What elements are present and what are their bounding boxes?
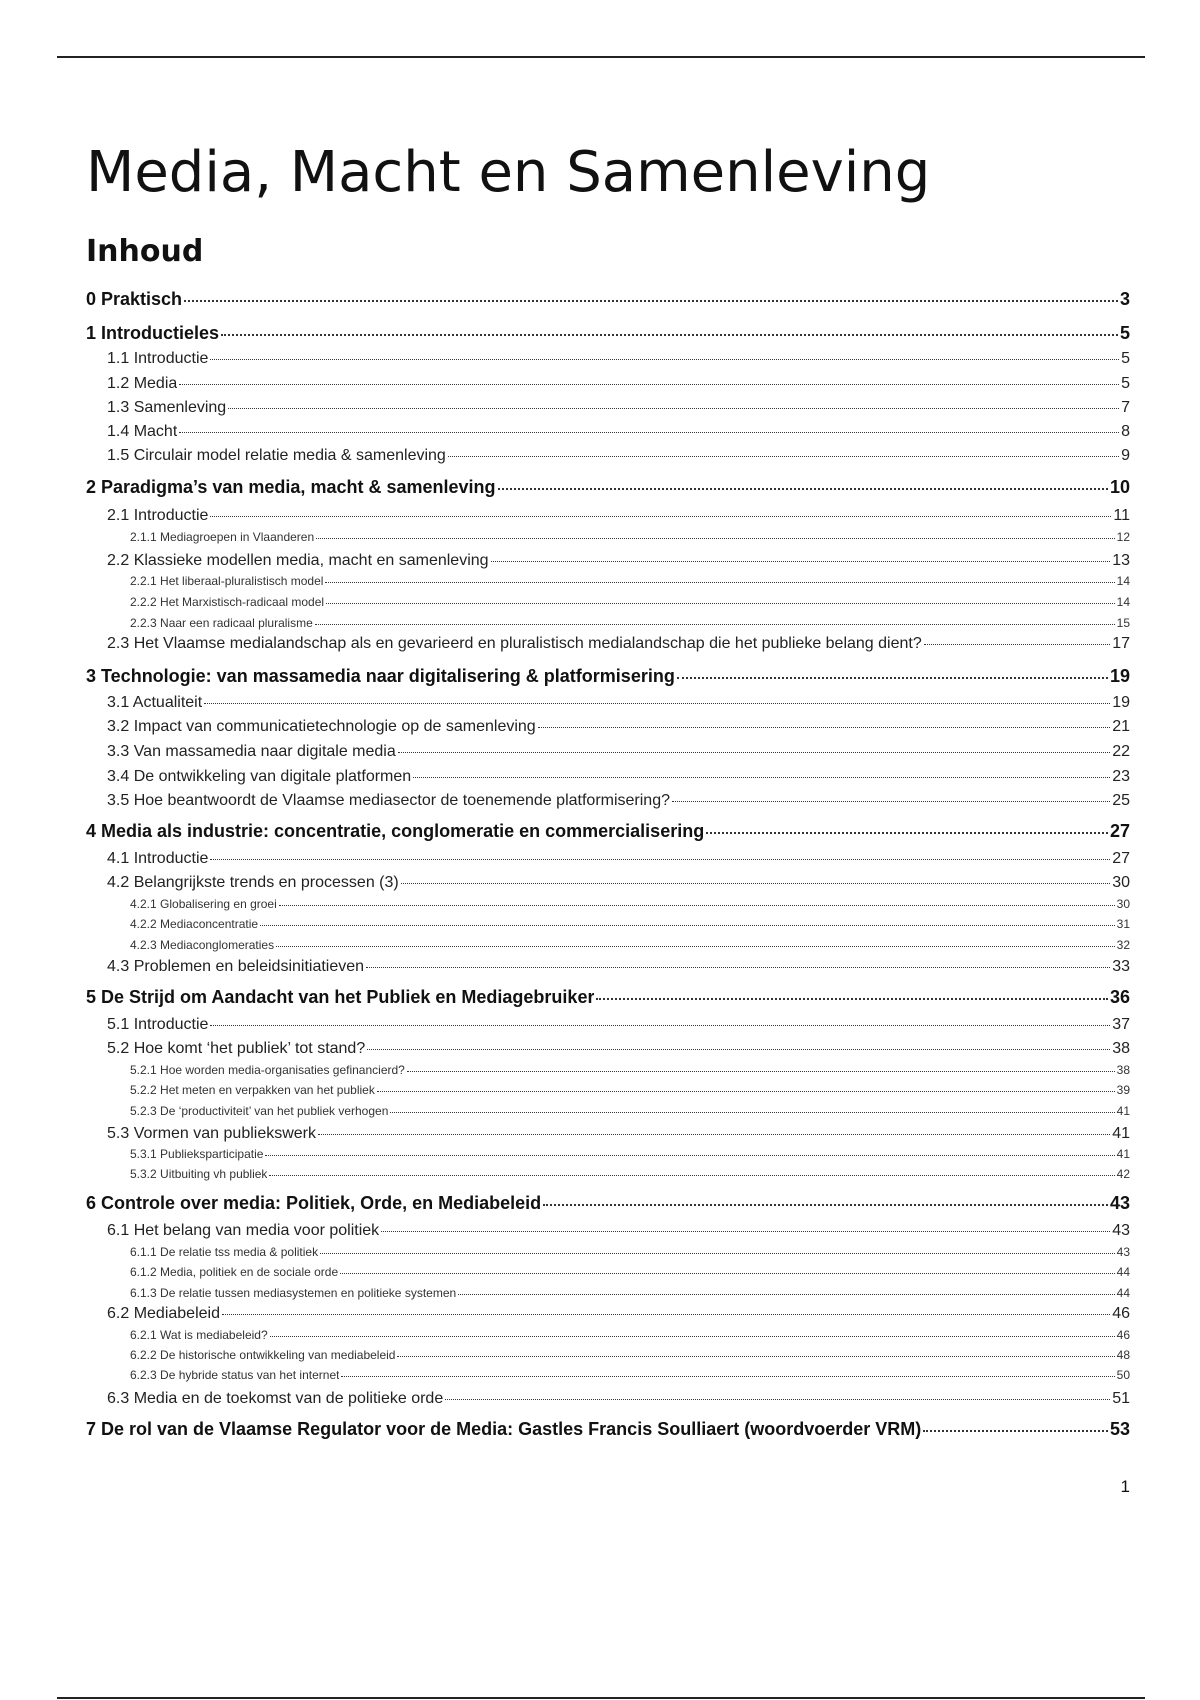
toc-entry-label: 6.1.2 Media, politiek en de sociale orde xyxy=(130,1265,339,1279)
toc-entry-label: 4.2.3 Mediaconglomeraties xyxy=(130,938,275,952)
toc-entry-page: 38 xyxy=(1116,1063,1130,1077)
toc-entry-page: 37 xyxy=(1112,1016,1130,1033)
dot-leader xyxy=(179,432,1119,433)
toc-entry-page: 5 xyxy=(1121,375,1130,392)
dot-leader xyxy=(924,644,1110,645)
toc-entry-page: 14 xyxy=(1116,574,1130,588)
dot-leader xyxy=(390,1112,1114,1113)
toc-entry-label: 5.3 Vormen van publiekswerk xyxy=(107,1125,316,1142)
dot-leader xyxy=(458,1294,1114,1295)
toc-entry[interactable] xyxy=(130,529,1130,546)
dot-leader xyxy=(445,1399,1110,1400)
toc-entry-label: 1.5 Circulair model relatie media & samenleving xyxy=(107,447,446,464)
toc-entry[interactable] xyxy=(86,1190,1130,1216)
toc-entry[interactable] xyxy=(130,1285,1130,1302)
toc-entry[interactable] xyxy=(130,1166,1130,1183)
toc-entry-page: 9 xyxy=(1121,447,1130,464)
dot-leader xyxy=(448,456,1119,457)
toc-entry-page: 21 xyxy=(1112,718,1130,735)
toc-entry[interactable] xyxy=(107,373,1130,395)
dot-leader xyxy=(316,538,1115,539)
dot-leader xyxy=(340,1273,1115,1274)
toc-entry[interactable] xyxy=(86,474,1130,500)
dot-leader xyxy=(397,1356,1114,1357)
dot-leader xyxy=(315,624,1115,625)
toc-entry-label: 7 De rol van de Vlaamse Regulator voor de Media: Gastles Francis Soulliaert (woordvoerder VRM) xyxy=(86,1419,922,1439)
toc-entry[interactable] xyxy=(130,1367,1130,1384)
toc-entry-label: 3.3 Van massamedia naar digitale media xyxy=(107,743,396,760)
toc-entry-page: 5 xyxy=(1119,323,1130,343)
toc-entry[interactable] xyxy=(107,1014,1130,1036)
toc-entry[interactable] xyxy=(107,766,1130,788)
toc-entry-page: 38 xyxy=(1112,1040,1130,1057)
dot-leader xyxy=(377,1091,1115,1092)
dot-leader xyxy=(265,1155,1114,1156)
toc-entry-label: 2.1.1 Mediagroepen in Vlaanderen xyxy=(130,530,315,544)
toc-entry[interactable] xyxy=(86,286,1130,312)
toc-entry-label: 6.1.1 De relatie tss media & politiek xyxy=(130,1245,319,1259)
toc-entry-page: 48 xyxy=(1116,1348,1130,1362)
toc-entry-page: 5 xyxy=(1121,350,1130,367)
toc-entry-label: 5 De Strijd om Aandacht van het Publiek en Mediagebruiker xyxy=(86,987,595,1007)
dot-leader xyxy=(204,703,1110,704)
toc-entry-label: 2.2.1 Het liberaal-pluralistisch model xyxy=(130,574,324,588)
toc-entry-label: 2.2 Klassieke modellen media, macht en samenleving xyxy=(107,552,489,569)
toc-entry[interactable] xyxy=(107,550,1130,572)
toc-entry[interactable] xyxy=(107,445,1130,467)
dot-leader xyxy=(341,1376,1114,1377)
dot-leader xyxy=(491,561,1111,562)
toc-entry-page: 27 xyxy=(1109,821,1130,841)
toc-entry[interactable] xyxy=(107,872,1130,894)
toc-entry[interactable] xyxy=(130,1327,1130,1344)
toc-entry[interactable] xyxy=(130,1082,1130,1099)
toc-entry-page: 43 xyxy=(1112,1222,1130,1239)
toc-entry-label: 2.2.3 Naar een radicaal pluralisme xyxy=(130,616,313,630)
toc-entry-label: 3.4 De ontwikkeling van digitale platformen xyxy=(107,768,412,785)
toc-entry-label: 6.2.2 De historische ontwikkeling van mediabeleid xyxy=(130,1348,396,1362)
toc-entry[interactable] xyxy=(107,716,1130,738)
toc-entry[interactable] xyxy=(86,818,1130,844)
toc-entry-label: 5.3.2 Uitbuiting vh publiek xyxy=(130,1167,268,1181)
toc-entry-label: 3.1 Actualiteit xyxy=(107,694,203,711)
dot-leader xyxy=(279,905,1115,906)
toc-entry[interactable] xyxy=(130,1347,1130,1364)
dot-leader xyxy=(318,1134,1110,1135)
toc-entry-page: 41 xyxy=(1116,1104,1130,1118)
toc-entry-page: 41 xyxy=(1112,1125,1130,1142)
dot-leader xyxy=(366,967,1110,968)
dot-leader xyxy=(672,801,1110,802)
toc-entry-page: 27 xyxy=(1112,850,1130,867)
dot-leader xyxy=(228,408,1119,409)
toc-entry-page: 36 xyxy=(1109,987,1130,1007)
toc-entry[interactable] xyxy=(86,984,1130,1010)
toc-entry-page: 43 xyxy=(1116,1245,1130,1259)
toc-entry-page: 11 xyxy=(1113,507,1130,524)
toc-entry[interactable] xyxy=(86,320,1130,346)
toc-entry-page: 30 xyxy=(1112,874,1130,891)
toc-entry-page: 46 xyxy=(1116,1328,1130,1342)
toc-entry[interactable] xyxy=(86,1416,1130,1442)
toc-entry-page: 25 xyxy=(1112,792,1130,809)
toc-entry[interactable] xyxy=(130,1244,1130,1261)
dot-leader xyxy=(326,603,1115,604)
dot-leader xyxy=(270,1336,1115,1337)
toc-entry-label: 5.2 Hoe komt ‘het publiek’ tot stand? xyxy=(107,1040,366,1057)
toc-entry-page: 44 xyxy=(1116,1265,1130,1279)
toc-entry-label: 6.1 Het belang van media voor politiek xyxy=(107,1222,380,1239)
dot-leader xyxy=(498,488,1108,490)
toc-entry-page: 23 xyxy=(1112,768,1130,785)
toc-entry-label: 4.3 Problemen en beleidsinitiatieven xyxy=(107,958,365,975)
toc-entry[interactable] xyxy=(130,573,1130,590)
dot-leader xyxy=(276,946,1115,947)
toc-entry[interactable] xyxy=(130,615,1130,632)
toc-entry-label: 4.2 Belangrijkste trends en processen (3) xyxy=(107,874,399,891)
dot-leader xyxy=(210,516,1111,517)
toc-entry-label: 1.1 Introductie xyxy=(107,350,209,367)
dot-leader xyxy=(413,777,1110,778)
toc-entry-page: 13 xyxy=(1112,552,1130,569)
toc-entry-label: 6 Controle over media: Politiek, Orde, en Mediabeleid xyxy=(86,1193,542,1213)
toc-entry[interactable] xyxy=(130,916,1130,933)
toc-entry-page: 19 xyxy=(1109,666,1130,686)
toc-entry-label: 1 Introductieles xyxy=(86,323,220,343)
toc-entry-page: 17 xyxy=(1112,635,1130,652)
dot-leader xyxy=(677,677,1108,679)
dot-leader xyxy=(596,998,1108,1000)
dot-leader xyxy=(210,1025,1110,1026)
toc-entry-page: 12 xyxy=(1116,530,1130,544)
dot-leader xyxy=(222,1314,1110,1315)
toc-entry-page: 53 xyxy=(1109,1419,1130,1439)
header-rule xyxy=(57,56,1145,58)
toc-entry[interactable] xyxy=(130,1062,1130,1079)
toc-entry[interactable] xyxy=(130,937,1130,954)
toc-entry-page: 33 xyxy=(1112,958,1130,975)
toc-entry[interactable] xyxy=(107,348,1130,370)
footer-rule xyxy=(57,1697,1145,1699)
toc-entry-label: 3.2 Impact van communicatietechnologie op de samenleving xyxy=(107,718,536,735)
toc-entry-page: 31 xyxy=(1116,917,1130,931)
toc-entry-label: 1.2 Media xyxy=(107,375,178,392)
toc-entry[interactable] xyxy=(86,663,1130,689)
dot-leader xyxy=(407,1071,1115,1072)
toc-entry-label: 1.4 Macht xyxy=(107,423,178,440)
toc-entry-label: 2.1 Introductie xyxy=(107,507,209,524)
toc-entry[interactable] xyxy=(130,1264,1130,1281)
dot-leader xyxy=(325,582,1114,583)
toc-entry-label: 2.3 Het Vlaamse medialandschap als en gevarieerd en pluralistisch medialandschap die het publieke belang dient? xyxy=(107,635,922,652)
dot-leader xyxy=(923,1430,1108,1432)
dot-leader xyxy=(184,300,1118,302)
toc-entry-page: 41 xyxy=(1116,1147,1130,1161)
toc-entry-label: 0 Praktisch xyxy=(86,289,183,309)
toc-entry[interactable] xyxy=(107,1303,1130,1325)
dot-leader xyxy=(381,1231,1110,1232)
dot-leader xyxy=(398,752,1110,753)
toc-entry-page: 39 xyxy=(1116,1083,1130,1097)
toc-entry-page: 30 xyxy=(1116,897,1130,911)
dot-leader xyxy=(179,384,1119,385)
toc-entry[interactable] xyxy=(107,1038,1130,1060)
toc-entry-label: 1.3 Samenleving xyxy=(107,399,227,416)
toc-entry[interactable] xyxy=(130,594,1130,611)
toc-entry[interactable] xyxy=(130,1146,1130,1163)
toc-entry-page: 8 xyxy=(1121,423,1130,440)
dot-leader xyxy=(269,1175,1114,1176)
toc-entry[interactable] xyxy=(107,421,1130,443)
toc-entry-page: 14 xyxy=(1116,595,1130,609)
dot-leader xyxy=(538,727,1111,728)
toc-entry[interactable] xyxy=(130,896,1130,913)
dot-leader xyxy=(543,1204,1108,1206)
dot-leader xyxy=(210,359,1119,360)
dot-leader xyxy=(706,832,1108,834)
dot-leader xyxy=(210,859,1110,860)
toc-entry-label: 6.2.3 De hybride status van het internet xyxy=(130,1368,340,1382)
toc-entry-page: 7 xyxy=(1121,399,1130,416)
toc-entry-label: 6.1.3 De relatie tussen mediasystemen en politieke systemen xyxy=(130,1286,457,1300)
toc-entry-label: 3.5 Hoe beantwoordt de Vlaamse mediasector de toenemende platformisering? xyxy=(107,792,670,809)
toc-entry-label: 5.3.1 Publieksparticipatie xyxy=(130,1147,264,1161)
toc-entry-page: 46 xyxy=(1112,1305,1130,1322)
toc-entry-label: 5.1 Introductie xyxy=(107,1016,209,1033)
toc-entry[interactable] xyxy=(130,1103,1130,1120)
toc-entry-label: 6.2 Mediabeleid xyxy=(107,1305,220,1322)
toc-entry-label: 3 Technologie: van massamedia naar digitalisering & platformisering xyxy=(86,666,675,686)
toc-entry-label: 2 Paradigma’s van media, macht & samenleving xyxy=(86,477,496,497)
toc-entry[interactable] xyxy=(107,505,1130,527)
toc-entry-page: 32 xyxy=(1116,938,1130,952)
toc-entry-label: 6.2.1 Wat is mediabeleid? xyxy=(130,1328,268,1342)
toc-entry[interactable] xyxy=(107,692,1130,714)
toc-entry-label: 2.2.2 Het Marxistisch-radicaal model xyxy=(130,595,325,609)
toc-entry-page: 15 xyxy=(1116,616,1130,630)
toc-entry-label: 5.2.1 Hoe worden media-organisaties gefinancierd? xyxy=(130,1063,405,1077)
toc-entry-page: 42 xyxy=(1116,1167,1130,1181)
toc-entry[interactable] xyxy=(107,1220,1130,1242)
page-number: 1 xyxy=(1120,1477,1130,1496)
toc-entry-page: 22 xyxy=(1112,743,1130,760)
toc-entry-page: 50 xyxy=(1116,1368,1130,1382)
toc-entry-page: 3 xyxy=(1119,289,1130,309)
toc-entry-label: 5.2.2 Het meten en verpakken van het publiek xyxy=(130,1083,375,1097)
toc-entry-page: 51 xyxy=(1112,1390,1130,1407)
dot-leader xyxy=(221,334,1118,336)
toc-entry[interactable] xyxy=(107,633,1130,655)
toc-entry-label: 4.1 Introductie xyxy=(107,850,209,867)
toc-entry[interactable] xyxy=(107,1123,1130,1145)
toc-entry-label: 5.2.3 De ‘productiviteit’ van het publiek verhogen xyxy=(130,1104,389,1118)
toc-entry-page: 44 xyxy=(1116,1286,1130,1300)
toc-entry[interactable] xyxy=(107,956,1130,978)
dot-leader xyxy=(320,1253,1115,1254)
dot-leader xyxy=(401,883,1110,884)
toc-entry-page: 43 xyxy=(1109,1193,1130,1213)
toc-entry[interactable] xyxy=(107,741,1130,763)
toc-entry-label: 4.2.2 Mediaconcentratie xyxy=(130,917,259,931)
toc-entry-label: 4.2.1 Globalisering en groei xyxy=(130,897,277,911)
toc-entry[interactable] xyxy=(107,1388,1130,1410)
toc-entry-page: 10 xyxy=(1109,477,1130,497)
toc-entry[interactable] xyxy=(107,397,1130,419)
toc-entry[interactable] xyxy=(107,790,1130,812)
toc-entry-label: 4 Media als industrie: concentratie, conglomeratie en commercialisering xyxy=(86,821,705,841)
dot-leader xyxy=(367,1049,1110,1050)
document-title: Media, Macht en Samenleving xyxy=(86,140,931,205)
dot-leader xyxy=(260,925,1115,926)
toc-entry-label: 6.3 Media en de toekomst van de politieke orde xyxy=(107,1390,444,1407)
toc-heading: Inhoud xyxy=(86,234,204,269)
toc-entry-page: 19 xyxy=(1112,694,1130,711)
toc-entry[interactable] xyxy=(107,848,1130,870)
